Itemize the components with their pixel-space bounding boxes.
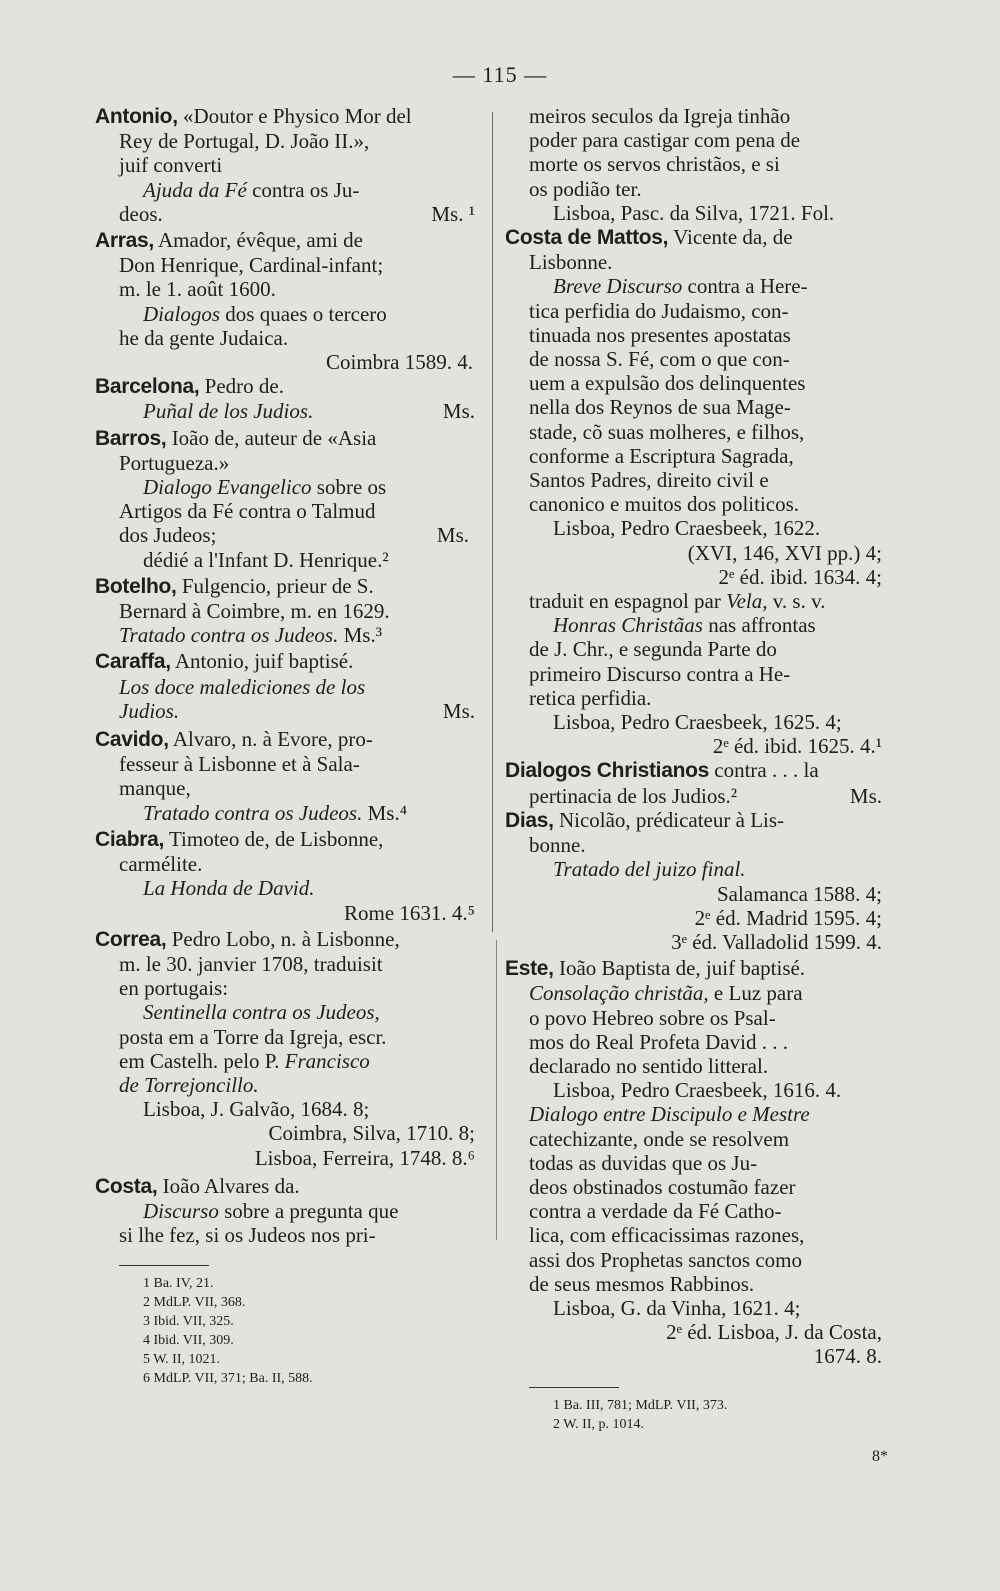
entry-text: nella dos Reynos de sua Mage- <box>529 395 791 420</box>
entry-heading: Caraffa, <box>95 650 171 674</box>
entry-heading: Botelho, <box>95 574 177 598</box>
imprint: 3ᵉ éd. Valladolid 1599. 4. <box>671 929 882 954</box>
entry-heading: Arras, <box>95 229 154 253</box>
page-number: — 115 — <box>452 62 548 87</box>
entry-text: Nicolão, prédicateur à Lis- <box>553 807 785 832</box>
entry-correa <box>95 927 485 1170</box>
entry-text: Ioão de, auteur de «Asia <box>166 425 377 450</box>
entry-text: sobre a pregunta que <box>218 1198 399 1223</box>
imprint: Lisboa, Pedro Craesbeek, 1616. 4. <box>553 1078 842 1103</box>
work-title: Judios. <box>119 698 180 723</box>
ms-note: Ms. <box>442 698 475 723</box>
entry-text: Antonio, juif baptisé. <box>170 649 354 674</box>
entry-text: Alvaro, n. à Evore, pro- <box>168 727 373 752</box>
imprint: Coimbra 1589. 4. <box>326 350 473 375</box>
entry-caraffa <box>95 649 485 723</box>
entry-text: sobre os <box>311 475 387 500</box>
imprint: 1674. 8. <box>813 1344 882 1369</box>
entry-text: retica perfidia. <box>529 685 652 710</box>
entry-text: canonico e muitos dos politicos. <box>529 492 800 517</box>
entry-text: Timoteo de, de Lisbonne, <box>164 826 384 851</box>
entry-text: en portugais: <box>119 976 229 1001</box>
entry-text: todas as duvidas que os Ju- <box>529 1150 758 1175</box>
entry-text: posta em a Torre da Igreja, escr. <box>119 1024 387 1049</box>
entry-text: de J. Chr., e segunda Parte do <box>529 637 777 662</box>
work-title: Dialogos <box>143 301 221 326</box>
signature-mark: 8* <box>872 1448 888 1465</box>
author-name: Francisco <box>284 1048 370 1073</box>
entry-text: contra a verdade da Fé Catho- <box>529 1199 782 1224</box>
footnote-rule <box>529 1387 619 1388</box>
entry-text: Amador, évêque, ami de <box>153 228 363 253</box>
work-title: Tratado contra os Judeos. <box>143 800 363 825</box>
entry-heading: Costa, <box>95 1174 158 1198</box>
imprint: Rome 1631. 4.⁵ <box>344 900 475 925</box>
imprint: Lisboa, G. da Vinha, 1621. 4; <box>553 1295 801 1320</box>
entry-costa-continued <box>505 104 890 225</box>
entry-text: deos. <box>119 201 163 226</box>
imprint: Salamanca 1588. 4; <box>716 881 882 906</box>
work-title: Dialogo entre Discipulo e Mestre <box>529 1102 810 1127</box>
entry-text: tinuada nos presentes apostatas <box>529 322 791 347</box>
entry-text: os podião ter. <box>529 176 642 201</box>
entry-botelho <box>95 574 485 648</box>
entry-text: meiros seculos da Igreja tinhão <box>529 104 791 128</box>
entry-text: tica perfidia do Judaismo, con- <box>529 298 789 323</box>
ms-note: Ms. ¹ <box>431 201 475 226</box>
entry-heading: Correa, <box>95 927 167 951</box>
ms-note: Ms. <box>442 399 475 424</box>
entry-text: m. le 1. août 1600. <box>119 277 276 302</box>
work-title: Los doce malediciones de los <box>119 674 366 699</box>
ms-note: Ms.⁴ <box>367 800 408 825</box>
work-title: Ajuda da Fé <box>143 177 247 202</box>
entry-text: Don Henrique, Cardinal-infant; <box>119 253 384 278</box>
entry-text: si lhe fez, si os Judeos nos pri- <box>119 1223 376 1248</box>
imprint: 2ᵉ éd. ibid. 1634. 4; <box>718 564 882 589</box>
entry-heading: Antonio, <box>95 105 178 128</box>
entry-text: Ioão Alvares da. <box>157 1173 300 1198</box>
entry-text: traduit en espagnol par <box>529 589 727 614</box>
work-title: Breve Discurso <box>553 274 683 299</box>
left-column <box>95 104 485 1388</box>
entry-heading: Cavido, <box>95 728 169 752</box>
entry-text: stade, cõ suas molheres, e filhos, <box>529 419 805 444</box>
entry-text: Vicente da, de <box>668 225 793 250</box>
entry-text: em Castelh. pelo P. <box>119 1048 285 1073</box>
footnotes-left <box>95 1274 485 1388</box>
entry-heading: Ciabra, <box>95 827 165 851</box>
entry-text: contra . . . la <box>709 758 819 783</box>
entry-text: deos obstinados costumão fazer <box>529 1174 796 1199</box>
entry-text: bonne. <box>529 833 586 858</box>
entry-text: conforme a Escriptura Sagrada, <box>529 443 794 468</box>
entry-text: Rey de Portugal, D. João II.», <box>119 129 370 154</box>
entry-text: nas affrontas <box>702 613 816 638</box>
entry-ciabra <box>95 827 485 925</box>
imprint: 2ᵉ éd. Madrid 1595. 4; <box>694 905 882 930</box>
entry-text: e Luz para <box>708 981 803 1006</box>
entry-text: Ioão Baptista de, juif baptisé. <box>553 956 806 981</box>
entry-text: catechizante, onde se resolvem <box>529 1126 790 1151</box>
entry-text: declarado no sentido litteral. <box>529 1053 769 1078</box>
entry-heading: Dias, <box>505 808 554 832</box>
entry-text: de seus mesmos Rabbinos. <box>529 1271 755 1296</box>
entry-text: fesseur à Lisbonne et à Sala- <box>119 752 360 777</box>
entry-text: mos do Real Profeta David . . . <box>529 1029 788 1054</box>
entry-text: morte os servos christãos, e si <box>529 152 780 177</box>
entry-este <box>505 956 890 1368</box>
entry-text: v. s. v. <box>767 589 826 614</box>
entry-text: Lisbonne. <box>529 250 613 275</box>
work-title: Discurso <box>143 1198 219 1223</box>
entry-text: Portugueza.» <box>119 450 230 475</box>
entry-text: Bernard à Coimbre, m. en 1629. <box>119 599 390 624</box>
entry-text: Pedro de. <box>199 374 284 399</box>
ms-note: Ms. <box>436 523 469 548</box>
imprint: (XVI, 146, XVI pp.) 4; <box>687 540 882 565</box>
column-divider <box>492 112 493 932</box>
entry-heading: Barcelona, <box>95 375 200 399</box>
imprint: Lisboa, Pedro Craesbeek, 1622. <box>553 516 821 541</box>
imprint: Lisboa, J. Galvão, 1684. 8; <box>143 1097 370 1122</box>
imprint: Coimbra, Silva, 1710. 8; <box>268 1121 475 1146</box>
ms-note: Ms. <box>849 783 882 808</box>
entry-barcelona <box>95 374 485 423</box>
work-title: Honras Christãas <box>553 613 703 638</box>
footnote: 2 W. II, p. 1014. <box>553 1416 644 1432</box>
entry-antonio <box>95 104 485 226</box>
entry-text: primeiro Discurso contra a He- <box>529 661 791 686</box>
footnote: 1 Ba. III, 781; MdLP. VII, 373. <box>553 1397 728 1413</box>
imprint: Lisboa, Ferreira, 1748. 8.⁶ <box>254 1145 475 1170</box>
entry-text: contra os Ju- <box>246 177 360 202</box>
entry-text: assi dos Prophetas sanctos como <box>529 1247 802 1272</box>
entry-barros <box>95 426 485 572</box>
entry-text: manque, <box>119 776 191 801</box>
work-title: Dialogo Evangelico <box>143 475 312 500</box>
footnote: 4 Ibid. VII, 309. <box>143 1333 234 1349</box>
entry-heading: Dialogos Christianos <box>505 759 710 783</box>
work-title: Tratado del juizo final. <box>553 857 746 882</box>
entry-dialogos-christianos <box>505 758 890 807</box>
entry-costa <box>95 1174 485 1248</box>
entry-costa-de-mattos <box>505 225 890 758</box>
entry-text: m. le 30. janvier 1708, traduisit <box>119 951 383 976</box>
right-column <box>505 104 890 1434</box>
entry-text: carmélite. <box>119 852 203 877</box>
imprint: Lisboa, Pedro Craesbeek, 1625. 4; <box>553 710 842 735</box>
ms-note: Ms.³ <box>343 623 382 648</box>
entry-text: lica, com efficacissimas razones, <box>529 1223 805 1248</box>
entry-heading: Este, <box>505 957 554 981</box>
footnotes-right <box>505 1396 890 1434</box>
entry-text: Fulgencio, prieur de S. <box>176 573 374 598</box>
entry-text: dos Judeos; <box>119 523 217 548</box>
entry-text: Artigos da Fé contra o Talmud <box>119 499 376 524</box>
entry-heading: Barros, <box>95 426 167 450</box>
author-name: Vela, <box>726 589 768 614</box>
entry-text: o povo Hebreo sobre os Psal- <box>529 1005 776 1030</box>
entry-text: Pedro Lobo, n. à Lisbonne, <box>166 926 400 951</box>
entry-text: poder para castigar com pena de <box>529 128 801 153</box>
entry-text: dédié a l'Infant D. Henrique.² <box>143 547 389 572</box>
entry-text: Santos Padres, direito civil e <box>529 468 769 493</box>
footnote: 3 Ibid. VII, 325. <box>143 1314 234 1330</box>
imprint: 2ᵉ éd. ibid. 1625. 4.¹ <box>712 734 882 759</box>
entry-cavido <box>95 727 485 825</box>
entry-text: de nossa S. Fé, com o que con- <box>529 347 790 372</box>
work-title: Tratado contra os Judeos. <box>119 623 339 648</box>
entry-dias <box>505 808 890 954</box>
footnote: 5 W. II, 1021. <box>143 1352 220 1368</box>
footnote: 6 MdLP. VII, 371; Ba. II, 588. <box>143 1371 313 1387</box>
footnote: 2 MdLP. VII, 368. <box>143 1295 246 1311</box>
work-title: La Honda de David. <box>143 876 315 901</box>
work-title: Puñal de los Judios. <box>143 399 314 424</box>
entry-arras <box>95 228 485 374</box>
footnote: 1 Ba. IV, 21. <box>143 1276 214 1292</box>
entry-text: uem a expulsão dos delinquentes <box>529 371 806 396</box>
entry-text: dos quaes o tercero <box>220 301 387 326</box>
work-title: Sentinella contra os Judeos, <box>143 1000 380 1025</box>
entry-heading: Costa de Mattos, <box>505 226 669 250</box>
entry-text: pertinacia de los Judios.² <box>529 783 738 808</box>
author-name: de Torrejoncillo. <box>119 1072 259 1097</box>
entry-text: he da gente Judaica. <box>119 325 289 350</box>
work-title: Consolação christãa, <box>529 981 709 1006</box>
imprint: 2ᵉ éd. Lisboa, J. da Costa, <box>666 1320 882 1345</box>
footnote-rule <box>119 1265 209 1266</box>
entry-text: juif converti <box>119 153 223 178</box>
entry-text: contra a Here- <box>682 274 808 299</box>
imprint: Lisboa, Pasc. da Silva, 1721. Fol. <box>553 200 835 225</box>
entry-text: «Doutor e Physico Mor del <box>183 104 412 128</box>
column-divider <box>496 940 497 1240</box>
